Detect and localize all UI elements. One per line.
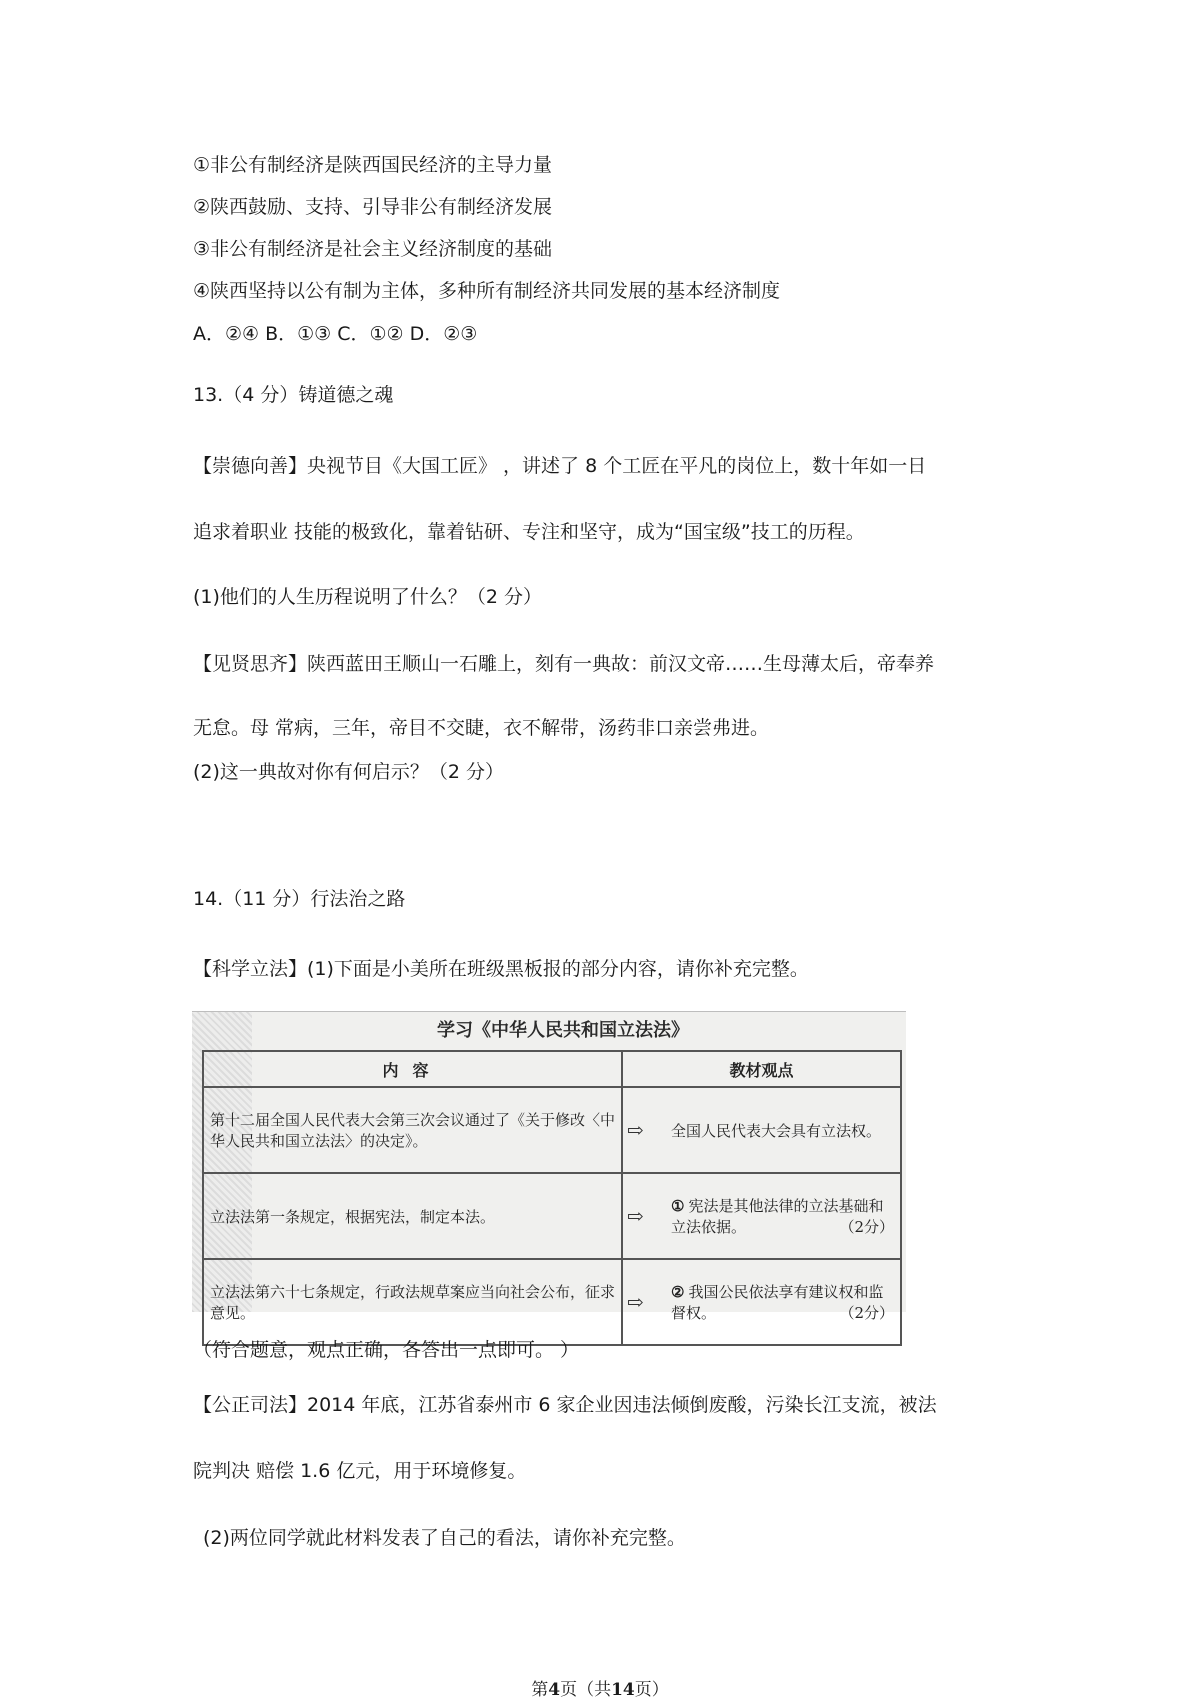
footer-prefix: 第 xyxy=(531,1680,549,1700)
column-header-viewpoint: 教材观点 xyxy=(622,1051,901,1087)
table-row xyxy=(203,1173,901,1259)
answer-choices: A．②④ B．①③ C．①② D．②③ xyxy=(193,323,478,345)
option-2: ②陕西鼓励、支持、引导非公有制经济发展 xyxy=(193,196,553,218)
page-total: 14 xyxy=(611,1680,635,1700)
footer-suffix: 页） xyxy=(634,1680,669,1700)
q14-paragraph-3b: 院判决 赔偿 1.6 亿元，用于环境修复。 xyxy=(193,1460,527,1482)
q14-intro: 【科学立法】(1)下面是小美所在班级黑板报的部分内容，请你补充完整。 xyxy=(193,958,809,980)
blackboard-figure xyxy=(192,1011,906,1322)
column-header-content: 内容 xyxy=(203,1051,622,1087)
option-1: ①非公有制经济是陕西国民经济的主导力量 xyxy=(193,154,553,176)
row-viewpoint xyxy=(622,1173,901,1259)
q13-paragraph-1a: 【崇德向善】央视节目《大国工匠》 ，讲述了 8 个工匠在平凡的岗位上，数十年如一日 xyxy=(193,455,927,477)
score-label: （2分） xyxy=(839,1304,894,1322)
viewpoint-text: 全国人民代表大会具有立法权。 xyxy=(671,1121,882,1140)
blackboard-table xyxy=(202,1050,902,1346)
table-row xyxy=(203,1259,901,1345)
option-3: ③非公有制经济是社会主义经济制度的基础 xyxy=(193,238,553,260)
q14-question-2: (2)两位同学就此材料发表了自己的看法，请你补充完整。 xyxy=(203,1527,686,1549)
row-content: 立法法第一条规定，根据宪法，制定本法。 xyxy=(203,1173,622,1259)
q14-paragraph-3a: 【公正司法】2014 年底，江苏省泰州市 6 家企业因违法倾倒废酸，污染长江支流，被法 xyxy=(193,1394,937,1416)
row-viewpoint xyxy=(622,1087,901,1173)
row-viewpoint xyxy=(622,1259,901,1345)
q13-paragraph-1b: 追求着职业 技能的极致化，靠着钻研、专注和坚守，成为“国宝级”技工的历程。 xyxy=(193,521,865,543)
arrow-icon: ⇨ xyxy=(627,1118,644,1142)
q13-question-1: (1)他们的人生历程说明了什么？（2 分） xyxy=(193,586,543,608)
page-number: 4 xyxy=(548,1680,561,1700)
q13-paragraph-2b: 无怠。母 常病，三年，帝目不交睫，衣不解带，汤药非口亲尝弗进。 xyxy=(193,717,770,739)
arrow-icon: ⇨ xyxy=(627,1204,644,1228)
q13-paragraph-2a: 【见贤思齐】陕西蓝田王顺山一石雕上，刻有一典故：前汉文帝……生母薄太后，帝奉养 xyxy=(193,653,935,675)
q14-note: （符合题意，观点正确，各答出一点即可。 ） xyxy=(193,1339,580,1361)
option-4: ④陕西坚持以公有制为主体，多种所有制经济共同发展的基本经济制度 xyxy=(193,280,781,302)
arrow-icon: ⇨ xyxy=(627,1290,644,1314)
answer-number: ② xyxy=(671,1283,685,1301)
viewpoint-text: 我国公民依法享有建议权和监督权。 xyxy=(671,1283,884,1322)
table-header-row xyxy=(203,1051,901,1087)
score-label: （2分） xyxy=(839,1218,894,1236)
row-content: 第十二届全国人民代表大会第三次会议通过了《关于修改〈中华人民共和国立法法〉的决定》。 xyxy=(203,1087,622,1173)
q13-question-2: (2)这一典故对你有何启示？（2 分） xyxy=(193,761,505,783)
viewpoint-text: 宪法是其他法律的立法基础和立法依据。 xyxy=(671,1197,884,1236)
row-content: 立法法第六十七条规定，行政法规草案应当向社会公布，征求意见。 xyxy=(203,1259,622,1345)
table-row xyxy=(203,1087,901,1173)
footer-mid: 页（共 xyxy=(560,1680,612,1700)
page-footer xyxy=(0,1675,1200,1700)
blackboard-title: 学习《中华人民共和国立法法》 xyxy=(437,1020,689,1041)
q13-heading: 13.（4 分）铸道德之魂 xyxy=(193,384,394,406)
q14-heading: 14.（11 分）行法治之路 xyxy=(193,888,406,910)
answer-number: ① xyxy=(671,1197,685,1215)
